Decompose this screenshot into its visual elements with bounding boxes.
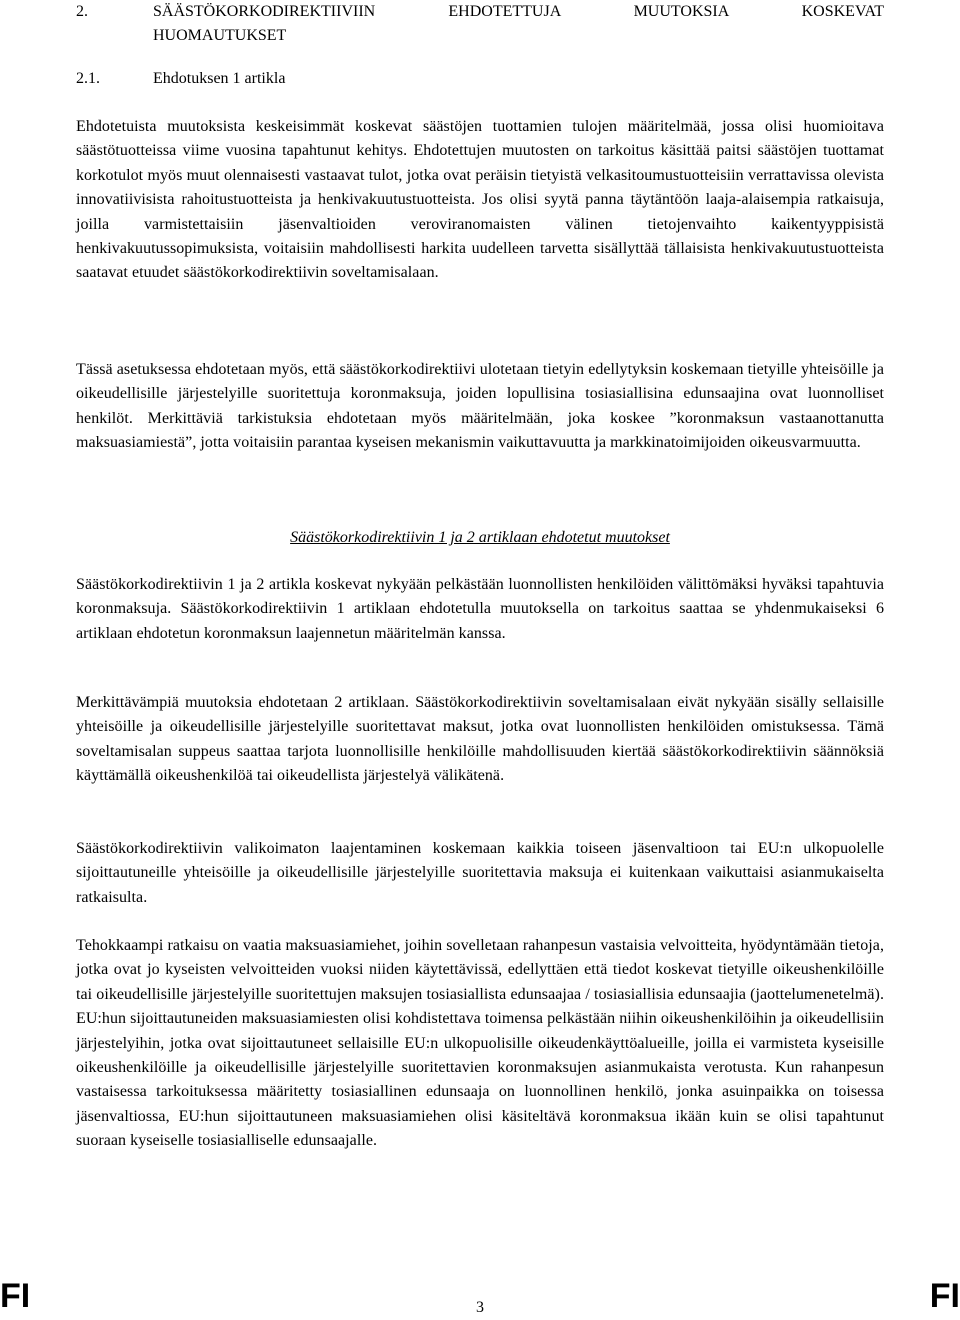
paragraph-6: Tehokkaampi ratkaisu on vaatia maksuasiamiehet, joihin sovelletaan rahanpesun vastaisia velvoitteita, hyödyntämään tietoja, jotka ovat jo kyseisten velvoitteiden vuoksi niiden käytettävissä, edellyttäen että tiedot koskevat tietyille oikeushenkilöille tai oikeudellisille järjestelyille suoritettujen maksujen tosiasiallista edunsaajaa / tosiasiallisia edunsaajia (jaottelumenetelmä). EU:hun sijoittautuneiden maksuasiamiesten olisi kohdistettava toimensa pelkästään niihin oikeushenkilöihin ja oikeudellisiin järjestelyihin, jotka ovat sijoittautuneet sellaisille EU:n ulkopuolisille oikeudenkäyttöalueille, joilla ei varmisteta kyseisille oikeushenkilöille ja oikeudellisille järjestelyille suoritettavien koronmaksujen asianmukaista verotusta. Kun rahanpesun vastaisessa tarkoituksessa määritetty tosiasiallinen edunsaaja on luonnollinen henkilö, jonka asuinpaikka on toisessa jäsenvaltiossa, EU:hun sijoittautuneen maksuasiamiehen olisi käsiteltävä koronmaksua ikään kuin se olisi tapahtunut suoraan kyseiselle tosiasialliselle edunsaajalle. xyxy=(76,937,884,1150)
paragraph-3: Säästökorkodirektiivin 1 ja 2 artikla koskevat nykyään pelkästään luonnollisten henkilöiden välittömäksi hyväksi tapahtuvia koronmaksuja. Säästökorkodirektiivin 1 artiklaan ehdotetulla muutoksella on tarkoitus saattaa se yhdenmukaiseksi 6 artiklaan ehdotetun koronmaksun laajennetun määritelmän kanssa. xyxy=(76,576,884,642)
footer-language-left: FI xyxy=(0,1277,31,1315)
subsection-heading xyxy=(76,67,285,91)
subsection-title: Ehdotuksen 1 artikla xyxy=(153,70,286,87)
page-number: 3 xyxy=(476,1299,484,1316)
subsection-number: 2.1. xyxy=(76,70,100,87)
section-title-continuation: HUOMAUTUKSET xyxy=(153,27,287,44)
paragraph-5: Säästökorkodirektiivin valikoimaton laajentaminen koskemaan kaikkia toiseen jäsenvaltioon tai EU:n ulkopuolelle sijoittautuneille yhteisöille ja oikeudellisille järjestelyille suoritettavia maksuja ei kuitenkaan vaikuttaisi asianmukaiselta ratkaisulta. xyxy=(76,840,884,906)
paragraph-4: Merkittävämpiä muutoksia ehdotetaan 2 artiklaan. Säästökorkodirektiivin soveltamisalaan eivät nykyään sisälly sellaisille yhteisöille ja oikeudellisille järjestelyille suoritettavat maksut, jotka ovat luonnollisten henkilöiden omistuksessa. Tämä soveltamisalan suppeus saattaa tarjota luonnollisille henkilöille mahdollisuuden kiertää säästökorkodirektiivin säännöksiä käyttämällä oikeushenkilöä tai oikeudellista järjestelyä välikätenä. xyxy=(76,694,884,785)
footer-language-right: FI xyxy=(929,1277,960,1315)
section-number: 2. xyxy=(76,3,88,20)
italic-section-title: Säästökorkodirektiivin 1 ja 2 artiklaan ehdotetut muutokset xyxy=(290,529,670,546)
section-title: SÄÄSTÖKORKODIREKTIIVIIN EHDOTETTUJA MUUTOKSIA KOSKEVAT xyxy=(153,3,884,20)
paragraph-1: Ehdotetuista muutoksista keskeisimmät koskevat säästöjen tuottamien tulojen määritelmää, jossa olisi huomioitava säästötuotteissa viime vuosina tapahtunut kehitys. Ehdotettujen muutosten on tarkoitus käsittää paitsi säästöjen tuottamat korkotulot myös muut olennaisesti vastaavat tulot, jotka ovat peräisin tietyistä velkasitoumustuotteisiin verrattavissa olevista innovatiivisista rahoitustuotteista ja henkivakuutustuotteista. Jos olisi syytä panna täytäntöön laaja-alaisempia ratkaisuja, joilla varmistettaisiin jäsenvaltioiden veroviranomaisten välinen tietojenvaihto kaikentyyppisistä henkivakuutussopimuksista, voitaisiin mahdollisesti harkita uudelleen tarvetta sisällyttää tällaisista henkivakuutustuotteista saatavat etuudet säästökorkodirektiivin soveltamisalaan. xyxy=(76,118,884,282)
paragraph-2: Tässä asetuksessa ehdotetaan myös, että säästökorkodirektiivi ulotetaan tietyin edellytyksin koskemaan tietyille yhteisöille ja oikeudellisille järjestelyille suoritettuja koronmaksuja, joiden lopullisina tosiasiallisina edunsaajina ovat luonnolliset henkilöt. Merkittäviä tarkistuksia ehdotetaan myös määritelmään, joka koskee ”koronmaksun vastaanottanutta maksuasiamiestä”, jotta voitaisiin parantaa kyseisen mekanismin vaikuttavuutta ja markkinatoimijoiden oikeusvarmuutta. xyxy=(76,361,884,452)
